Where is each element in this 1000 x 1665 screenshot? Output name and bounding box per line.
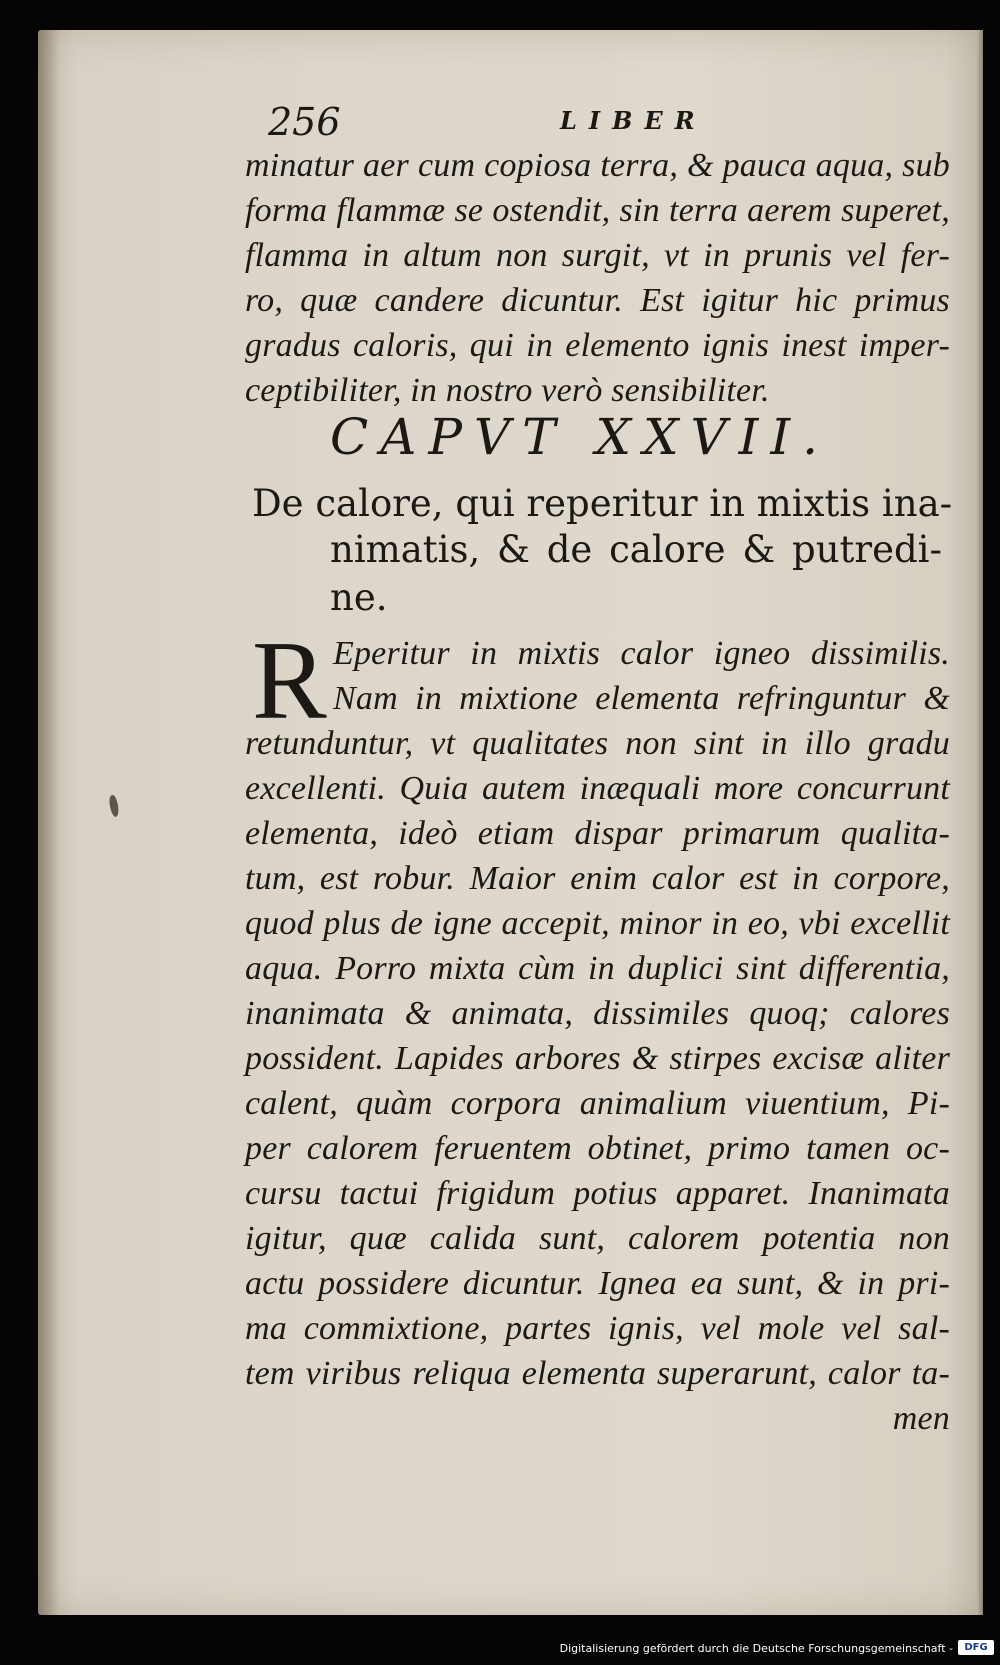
text-line: minatur aer cum copiosa terra, & pauca aqua, sub [245, 147, 950, 184]
funding-credit: Digitalisierung gefördert durch die Deutsche Forschungsgemeinschaft - [559, 1642, 953, 1655]
text-line: tum, est robur. Maior enim calor est in corpore, [245, 860, 950, 897]
text-line: elementa, ideò etiam dispar primarum qualita- [245, 815, 950, 852]
text-line: quod plus de igne accepit, minor in eo, vbi excellit [245, 905, 950, 942]
footer-bar [0, 1630, 1000, 1665]
chapter-title-line: ne. [330, 576, 388, 619]
page-number: 256 [268, 100, 341, 144]
text-line: inanimata & animata, dissimiles quoq; calores [245, 995, 950, 1032]
text-line: aqua. Porro mixta cùm in duplici sint differentia, [245, 950, 950, 987]
page-edge [977, 30, 983, 1615]
text-line: igitur, quæ calida sunt, calorem potentia non [245, 1220, 950, 1257]
dfg-logo: DFG [958, 1640, 994, 1655]
text-line: Nam in mixtione elementa refringuntur & [333, 680, 950, 717]
text-line: tem viribus reliqua elementa superarunt, calor ta- [245, 1355, 950, 1392]
chapter-heading: CAPVT XXVII. [330, 408, 831, 466]
text-line: ma commixtione, partes ignis, vel mole vel sal- [245, 1310, 950, 1347]
page-header [230, 98, 950, 144]
text-line: forma flammæ se ostendit, sin terra aerem superet, [245, 192, 950, 229]
text-line: excellenti. Quia autem inæquali more concurrunt [245, 770, 950, 807]
text-line: Eperitur in mixtis calor igneo dissimilis. [333, 635, 950, 672]
text-line: gradus caloris, qui in elemento ignis inest imper- [245, 327, 950, 364]
text-line: per calorem feruentem obtinet, primo tamen oc- [245, 1130, 950, 1167]
catchword: men [892, 1400, 950, 1437]
text-line: cursu tactui frigidum potius apparet. Inanimata [245, 1175, 950, 1212]
text-line: ceptibiliter, in nostro verò sensibiliter. [245, 372, 770, 409]
gutter-shadow [38, 30, 60, 1615]
text-line: retunduntur, vt qualitates non sint in illo gradu [245, 725, 950, 762]
drop-cap: R [252, 619, 327, 743]
text-line: possident. Lapides arbores & stirpes excisæ aliter [245, 1040, 950, 1077]
text-line: ro, quæ candere dicuntur. Est igitur hic primus [245, 282, 950, 319]
chapter-title-line: nimatis, & de calore & putredi- [330, 528, 942, 571]
running-head: LIBER [560, 106, 707, 135]
text-line: flamma in altum non surgit, vt in prunis vel fer- [245, 237, 950, 274]
text-line: calent, quàm corpora animalium viuentium, Pi- [245, 1085, 950, 1122]
text-line: actu possidere dicuntur. Ignea ea sunt, & in pri- [245, 1265, 950, 1302]
chapter-title-line: De calore, qui reperitur in mixtis ina- [252, 482, 953, 525]
